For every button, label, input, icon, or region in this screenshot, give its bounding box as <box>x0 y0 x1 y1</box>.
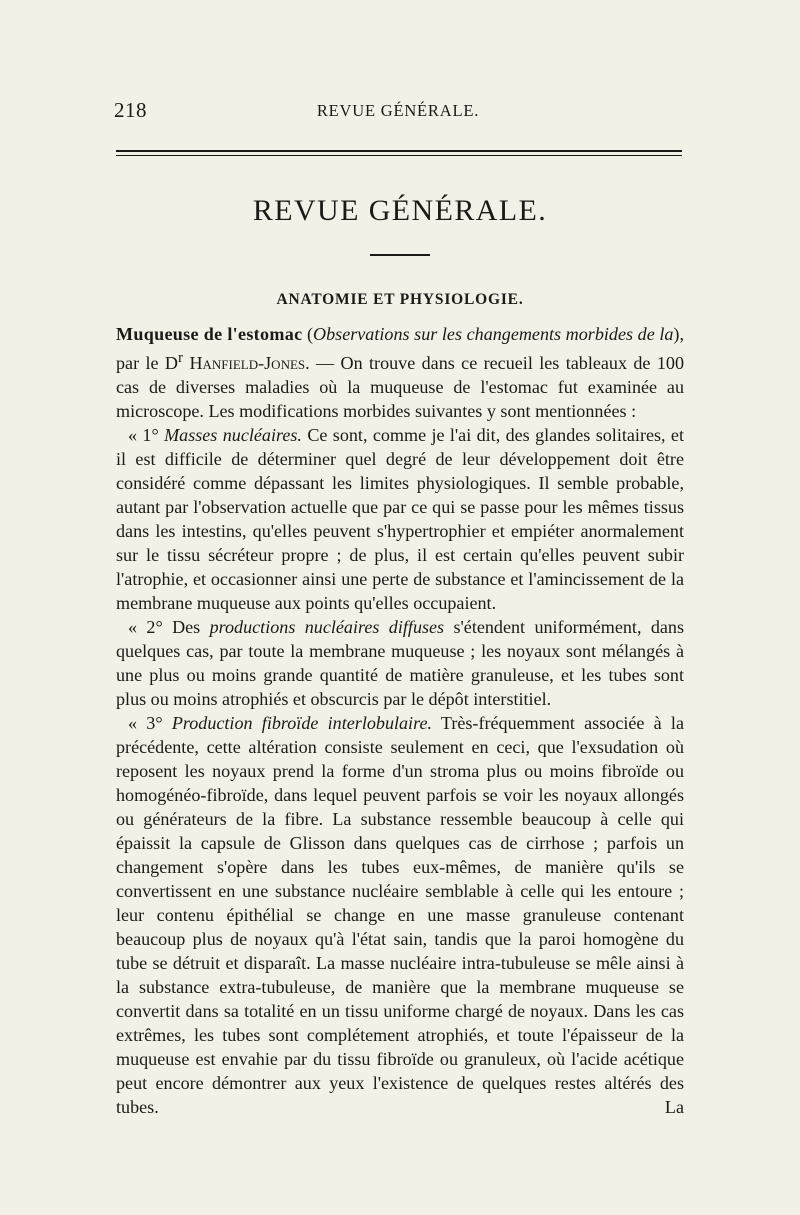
list-item: « 1° Masses nucléaires. Ce sont, comme je l'ai dit, des glandes solitaires, et il est difficile de déterminer quel degré de leur développement doit être considéré comme dépassant les limites physiologiques. Il semble probable, autant par l'observation actuelle que par ce qui se passe pour les mêmes tissus dans les intestins, qu'elles peuvent s'hypertrophier et empiéter anormalement sur le tissu sécréteur propre ; de plus, il est certain qu'elles peuvent subir l'atrophie, et occasionner ainsi une perte de substance et l'amincissement de la membrane muqueuse aux points qu'elles occupaient. <box>116 425 684 614</box>
item-term: Production fibroïde interlobulaire. <box>171 713 433 734</box>
page-number: 218 <box>114 98 147 122</box>
entry-subtitle: Observations sur les changements morbides de la <box>313 324 674 344</box>
item-term: productions nucléaires diffuses <box>209 617 445 638</box>
entry-intro: . — On trouve dans ce recueil les tableaux de 100 cas de diverses maladies où la muqueuse de l'estomac fut examinée au microscope. Les modifications morbides suivantes y sont mentionnées : <box>116 353 684 422</box>
running-head <box>112 98 684 124</box>
author-name: Hanfield-Jones <box>189 353 306 374</box>
item-text: s'étendent uniformément, dans quelques cas, par toute la membrane muqueuse ; les noyaux sont mélangés à une plus ou moins grande quantité de matière granuleuse, et les tubes sont plus ou moins atrophiés et obscurcis par le dépôt interstitiel. <box>116 617 685 710</box>
header-double-rule <box>116 150 682 156</box>
entry-paragraph: Muqueuse de l'estomac (Observations sur les changements morbides de la), par le $D^r$ Hanfield-Jones. — On trouve dans ce recueil les tableaux de 100 cas de diverses maladies où la muqueuse de l'estomac fut examinée au microscope. Les modifications morbides suivantes y sont mentionnées : <box>116 324 684 422</box>
running-title: REVUE GÉNÉRALE. <box>316 101 480 120</box>
list-item: « 2° Des productions nucléaires diffuses s'étendent uniformément, dans quelques cas, par toute la membrane muqueuse ; les noyaux sont mélangés à une plus ou moins grande quantité de matière granuleuse, et les tubes sont plus ou moins atrophiés et obscurcis par le dépôt interstitiel. <box>116 617 685 710</box>
item-text: Ce sont, comme je l'ai dit, des glandes solitaires, et il est difficile de déterminer quel degré de leur développement doit être considéré comme dépassant les limites physiologiques. Il semble probable, autant par l'observation actuelle que par ce qui se passe pour les mêmes tissus dans les intestins, qu'elles peuvent s'hypertrophier et empiéter anormalement sur le tissu sécréteur propre ; de plus, il est certain qu'elles peuvent subir l'atrophie, et occasionner ainsi une perte de substance et l'amincissement de la membrane muqueuse aux points qu'elles occupaient. <box>116 425 684 614</box>
article-body <box>116 322 684 1119</box>
title-rule <box>370 254 430 256</box>
article-title: REVUE GÉNÉRALE. <box>252 194 548 227</box>
item-text: Très-fréquemment associée à la précédente, cette altération consiste seulement en ceci, que l'exsudation où reposent les noyaux prend la forme d'un stroma plus ou moins fibroïde ou homogénéo-fibroïde, dans lequel peuvent parfois se voir les noyaux allongés ou générateurs de la fibre. La substance ressemble beaucoup à celle qui épaissit la capsule de Glisson dans quelques cas de cirrhose ; parfois un changement s'opère dans les tubes eux-mêmes, de manière qu'ils se convertissent en une substance nucléaire semblable à celle qui les entoure ; leur contenu épithélial se change en une masse granuleuse contenant beaucoup plus de noyaux qu'à l'état sain, tandis que la paroi homogène du tube se détruit et disparaît. La masse nucléaire intra-tubuleuse se mêle ainsi à la substance extra-tubuleuse, de manière que la membrane muqueuse se convertit dans sa totalité en un tissu uniforme chargé de noyaux. Dans les cas extrêmes, les tubes sont complétement atrophiés, et toute l'épaisseur de la muqueuse est envahie par du tissu fibroïde ou granuleux, où l'acide acétique peut encore démontrer aux yeux l'existence de quelques restes altérés des tubes. La <box>116 713 684 1118</box>
list-item: « 3° Production fibroïde interlobulaire. Très-fréquemment associée à la précédente, cette altération consiste seulement en ceci, que l'exsudation où reposent les noyaux prend la forme d'un stroma plus ou moins fibroïde ou homogénéo-fibroïde, dans lequel peuvent parfois se voir les noyaux allongés ou générateurs de la fibre. La substance ressemble beaucoup à celle qui épaissit la capsule de Glisson dans quelques cas de cirrhose ; parfois un changement s'opère dans les tubes eux-mêmes, de manière qu'ils se convertissent en une substance nucléaire semblable à celle qui les entoure ; leur contenu épithélial se change en une masse granuleuse contenant beaucoup plus de noyaux qu'à l'état sain, tandis que la paroi homogène du tube se détruit et disparaît. La masse nucléaire intra-tubuleuse se mêle ainsi à la substance extra-tubuleuse, de manière que la membrane muqueuse se convertit dans sa totalité en un tissu uniforme chargé de noyaux. Dans les cas extrêmes, les tubes sont complétement atrophiés, et toute l'épaisseur de la muqueuse est envahie par du tissu fibroïde ou granuleux, où l'acide acétique peut encore démontrer aux yeux l'existence de quelques restes altérés des tubes. La <box>116 713 684 1118</box>
entry-heading: Muqueuse de l'estomac <box>116 324 303 344</box>
item-term: Masses nucléaires. <box>164 425 302 446</box>
section-heading: ANATOMIE ET PHYSIOLOGIE. <box>276 291 524 308</box>
